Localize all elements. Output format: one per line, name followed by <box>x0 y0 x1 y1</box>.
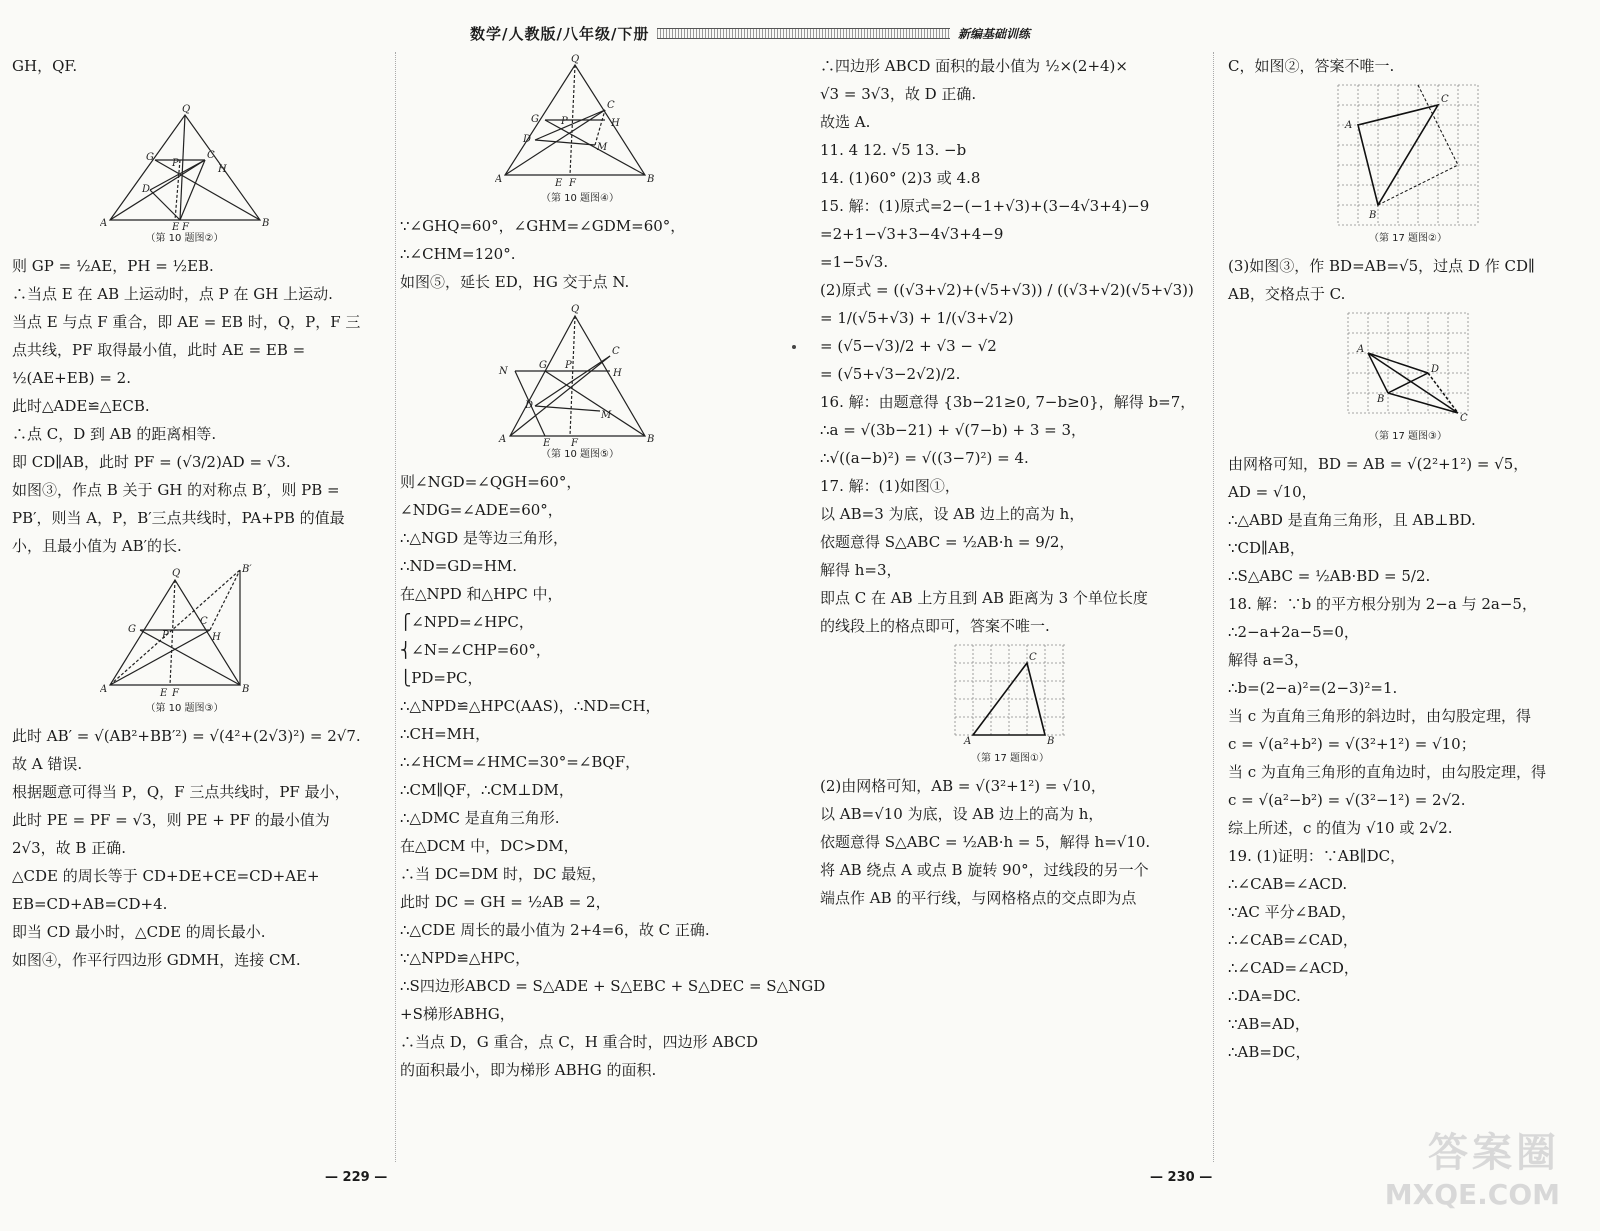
text-line: ∴2−a+2a−5=0， <box>1228 623 1359 641</box>
svg-text:C: C <box>607 100 615 111</box>
text-line: 2√3，故 B 正确. <box>12 839 126 857</box>
text-line: ∵△NPD≌△HPC， <box>400 949 531 967</box>
text-line: =2+1−√3+3−4√3+4−9 <box>820 225 1004 243</box>
text-line: ∴√((a−b)²) = √((3−7)²) = 4. <box>820 449 1029 467</box>
svg-text:B′: B′ <box>241 564 252 575</box>
figure-caption: （第 10 题图④） <box>540 193 620 204</box>
svg-text:C: C <box>206 150 215 161</box>
text-line: 以 AB=√10 为底，设 AB 边上的高为 h， <box>820 805 1104 823</box>
svg-text:H: H <box>611 118 620 129</box>
text-line: 将 AB 绕点 A 或点 B 旋转 90°，过线段的另一个 <box>820 861 1149 879</box>
svg-text:E: E <box>555 178 563 189</box>
text-line: 点共线，PF 取得最小值，此时 AE = EB = <box>12 341 306 359</box>
text-line: = (√5+√3−2√2)/2. <box>820 365 961 383</box>
text-line: =1−5√3. <box>820 253 889 271</box>
text-line: ∴DA=DC. <box>1228 987 1301 1005</box>
figure-17-2 <box>1333 80 1483 230</box>
text-line: 由网格可知，BD = AB = √(2²+1²) = √5， <box>1228 455 1529 473</box>
watermark-text: 答案圈 <box>1428 1130 1560 1176</box>
text-line: ∴点 C，D 到 AB 的距离相等. <box>12 425 217 443</box>
text-line: 18. 解：∵b 的平方根分别为 2−a 与 2a−5， <box>1228 595 1537 613</box>
svg-text:C: C <box>1460 413 1468 424</box>
svg-text:F: F <box>171 688 179 699</box>
text-line: 解得 h=3， <box>820 561 902 579</box>
text-line: ⎨∠N=∠CHP=60°， <box>400 641 551 659</box>
svg-text:F: F <box>181 222 189 230</box>
header-rule <box>657 28 950 39</box>
svg-text:G: G <box>531 114 539 125</box>
svg-text:A: A <box>495 174 503 185</box>
svg-text:F: F <box>569 178 576 189</box>
figure-caption: （第 10 题图②） <box>145 233 224 244</box>
text-line: C，如图②，答案不唯一. <box>1228 57 1395 75</box>
figure-caption: （第 17 题图③） <box>1368 431 1448 442</box>
watermark-url: MXQE.COM <box>1384 1178 1560 1211</box>
text-line: 如图⑤，延长 ED，HG 交于点 N. <box>400 273 630 291</box>
text-line: 即点 C 在 AB 上方且到 AB 距离为 3 个单位长度 <box>820 589 1148 607</box>
column-3 <box>820 52 1200 912</box>
text-line: 即当 CD 最小时，△CDE 的周长最小. <box>12 923 266 941</box>
svg-text:Q: Q <box>171 568 180 579</box>
svg-text:G: G <box>539 360 547 371</box>
text-line: 以 AB=3 为底，设 AB 边上的高为 h， <box>820 505 1085 523</box>
text-line: ∴△DMC 是直角三角形. <box>400 809 560 827</box>
svg-text:H: H <box>217 164 227 175</box>
figure-10-2 <box>100 80 270 230</box>
text-line: (2)原式 = ((√3+√2)+(√5+√3)) / ((√3+√2)(√5+√3)) <box>820 281 1194 299</box>
column-divider <box>395 52 396 1162</box>
text-line: 此时△ADE≌△ECB. <box>12 397 150 415</box>
text-line: 根据题意可得当 P，Q，F 三点共线时，PF 最小， <box>12 783 350 801</box>
text-line: 在△DCM 中，DC>DM， <box>400 837 579 855</box>
svg-text:Q: Q <box>571 54 580 65</box>
text-line: ∴AB=DC， <box>1228 1043 1311 1061</box>
text-line: 解得 a=3， <box>1228 651 1309 669</box>
text-line: ∴当 DC=DM 时，DC 最短， <box>400 865 607 883</box>
svg-text:G: G <box>145 152 154 163</box>
text-line: c = √(a²−b²) = √(3²−1²) = 2√2. <box>1228 791 1466 809</box>
text-line: 端点作 AB 的平行线，与网格格点的交点即为点 <box>820 889 1137 907</box>
text-line: ∴△NGD 是等边三角形， <box>400 529 568 547</box>
svg-text:E: E <box>171 222 179 230</box>
header-brand: 新编基础训练 <box>957 26 1030 41</box>
text-line: 故选 A. <box>820 113 871 131</box>
page-number-right: — 230 — <box>1150 1170 1213 1185</box>
figure-17-3 <box>1343 308 1473 428</box>
text-line: 15. 解：(1)原式=2−(−1+√3)+(3−4√3+4)−9 <box>820 197 1150 215</box>
figure-caption: （第 17 题图①） <box>970 753 1050 764</box>
text-line: ∴∠CHM=120°. <box>400 245 516 263</box>
text-line: 的线段上的格点即可，答案不唯一. <box>820 617 1050 635</box>
svg-text:A: A <box>499 434 507 445</box>
text-line: √3 = 3√3，故 D 正确. <box>820 85 977 103</box>
text-line: ∴S△ABC = ½AB·BD = 5/2. <box>1228 567 1431 585</box>
text-line: ∵AC 平分∠BAD， <box>1228 903 1357 921</box>
text-line: AB，交格点于 C. <box>1228 285 1346 303</box>
svg-text:B: B <box>241 684 249 695</box>
svg-text:D: D <box>141 184 150 195</box>
column-1 <box>12 52 361 974</box>
text-line: 此时 PE = PF = √3，则 PE + PF 的最小值为 <box>12 811 330 829</box>
text-line: ∵AB=AD， <box>1228 1015 1310 1033</box>
svg-text:Q: Q <box>181 104 190 115</box>
svg-text:P: P <box>565 360 572 371</box>
text-line: GH，QF. <box>12 57 78 75</box>
text-line: ∴△NPD≌△HPC(AAS)，∴ND=CH， <box>400 697 661 715</box>
column-2 <box>400 50 826 1084</box>
figure-10-3 <box>100 560 270 700</box>
svg-text:M: M <box>597 142 608 153</box>
text-line: 当 c 为直角三角形的直角边时，由勾股定理，得 <box>1228 763 1546 781</box>
text-line: ∴a = √(3b−21) + √(7−b) + 3 = 3， <box>820 421 1087 439</box>
text-line: 则 GP = ½AE，PH = ½EB. <box>12 257 214 275</box>
text-line: ∴ND=GD=HM. <box>400 557 518 575</box>
text-line: = (√5−√3)/2 + √3 − √2 <box>820 337 997 355</box>
text-line: ∴∠CAB=∠ACD. <box>1228 875 1348 893</box>
text-line: 即 CD∥AB，此时 PF = (√3/2)AD = √3. <box>12 453 291 471</box>
text-line: 的面积最小，即为梯形 ABHG 的面积. <box>400 1061 657 1079</box>
text-line: PB′，则当 A，P，B′三点共线时，PA+PB 的值最 <box>12 509 345 527</box>
svg-text:P: P <box>161 630 169 641</box>
text-line: ∵∠GHQ=60°，∠GHM=∠GDM=60°， <box>400 217 686 235</box>
text-line: ∴当点 E 在 AB 上运动时，点 P 在 GH 上运动. <box>12 285 333 303</box>
figure-caption: （第 10 题图⑤） <box>540 449 620 460</box>
text-line: 在△NPD 和△HPC 中， <box>400 585 563 603</box>
svg-text:D: D <box>1431 364 1440 375</box>
text-line: 如图③，作点 B 关于 GH 的对称点 B′，则 PB = <box>12 481 340 499</box>
text-line: (3)如图③，作 BD=AB=√5，过点 D 作 CD∥ <box>1228 257 1535 275</box>
svg-text:B: B <box>647 434 655 445</box>
figure-caption: （第 10 题图③） <box>145 703 224 714</box>
text-line: ∴当点 D，G 重合，点 C，H 重合时，四边形 ABCD <box>400 1033 759 1051</box>
column-divider <box>1213 52 1214 1162</box>
text-line: ∴S四边形ABCD = S△ADE + S△EBC + S△DEC = S△NGD <box>400 977 826 995</box>
svg-text:G: G <box>127 624 136 635</box>
text-line: ⎩PD=PC， <box>400 669 483 687</box>
text-line: ∴四边形 ABCD 面积的最小值为 ½×(2+4)× <box>820 57 1128 75</box>
svg-text:H: H <box>211 632 221 643</box>
svg-text:Q: Q <box>571 304 580 315</box>
svg-text:P: P <box>561 116 568 127</box>
text-line: 则∠NGD=∠QGH=60°， <box>400 473 582 491</box>
binding-mark <box>792 345 796 349</box>
svg-text:E: E <box>543 438 551 446</box>
text-line: 此时 AB′ = √(AB²+BB′²) = √(4²+(2√3)²) = 2√7. <box>12 727 361 745</box>
text-line: 小，且最小值为 AB′的长. <box>12 537 182 555</box>
figure-10-5 <box>495 296 665 446</box>
text-line: 依题意得 S△ABC = ½AB·h = 5，解得 h=√10. <box>820 833 1151 851</box>
svg-text:F: F <box>571 438 578 446</box>
text-line: ∴CH=MH， <box>400 725 491 743</box>
text-line: ∴∠CAD=∠ACD， <box>1228 959 1359 977</box>
text-line: 16. 解：由题意得 {3b−21≥0, 7−b≥0}，解得 b=7， <box>820 393 1196 411</box>
svg-text:A: A <box>99 218 107 229</box>
svg-text:A: A <box>964 736 972 747</box>
text-line: 17. 解：(1)如图①， <box>820 477 960 495</box>
text-line: EB=CD+AB=CD+4. <box>12 895 168 913</box>
svg-text:N: N <box>499 366 508 377</box>
text-line: ∴∠HCM=∠HMC=30°=∠BQF， <box>400 753 641 771</box>
text-line: 当 c 为直角三角形的斜边时，由勾股定理，得 <box>1228 707 1531 725</box>
text-line: ∠NDG=∠ADE=60°， <box>400 501 563 519</box>
page-header <box>470 22 1030 44</box>
svg-text:B: B <box>1369 210 1377 221</box>
svg-text:B: B <box>1377 394 1385 405</box>
text-line: 故 A 错误. <box>12 755 83 773</box>
text-line: AD = √10， <box>1228 483 1317 501</box>
svg-text:M: M <box>601 410 612 421</box>
svg-text:C: C <box>612 346 620 357</box>
svg-text:A: A <box>99 684 107 695</box>
header-title: 数学/人教版/八年级/下册 <box>470 24 650 43</box>
svg-text:C: C <box>1029 652 1037 663</box>
svg-text:C: C <box>1441 94 1449 105</box>
text-line: △CDE 的周长等于 CD+DE+CE=CD+AE+ <box>12 867 320 885</box>
text-line: 当点 E 与点 F 重合，即 AE = EB 时，Q，P，F 三 <box>12 313 361 331</box>
text-line: = 1/(√5+√3) + 1/(√3+√2) <box>820 309 1014 327</box>
text-line: ∵CD∥AB， <box>1228 539 1305 557</box>
figure-caption: （第 17 题图②） <box>1368 233 1448 244</box>
text-line: ∴△ABD 是直角三角形，且 AB⊥BD. <box>1228 511 1476 529</box>
svg-text:C: C <box>199 616 208 627</box>
text-line: 依题意得 S△ABC = ½AB·h = 9/2， <box>820 533 1075 551</box>
figure-10-4 <box>495 50 665 190</box>
text-line: ∴CM∥QF，∴CM⊥DM， <box>400 781 574 799</box>
text-line: 19. (1)证明：∵AB∥DC， <box>1228 847 1406 865</box>
text-line: ½(AE+EB) = 2. <box>12 369 131 387</box>
column-4 <box>1228 52 1588 1066</box>
text-line: +S梯形ABHG， <box>400 1005 515 1023</box>
svg-text:B: B <box>1047 736 1055 747</box>
text-line: 11. 4 12. √5 13. −b <box>820 141 967 159</box>
text-line: 如图④，作平行四边形 GDMH，连接 CM. <box>12 951 301 969</box>
text-line: 14. (1)60° (2)3 或 4.8 <box>820 169 981 187</box>
text-line: (2)由网格可知，AB = √(3²+1²) = √10， <box>820 777 1106 795</box>
text-line: c = √(a²+b²) = √(3²+1²) = √10； <box>1228 735 1476 753</box>
figure-17-1 <box>950 640 1070 750</box>
svg-text:D: D <box>525 400 534 411</box>
svg-text:A: A <box>1357 344 1365 355</box>
svg-text:D: D <box>523 134 532 145</box>
text-line: 此时 DC = GH = ½AB = 2， <box>400 893 611 911</box>
text-line: ∴b=(2−a)²=(2−3)²=1. <box>1228 679 1398 697</box>
text-line: 综上所述，c 的值为 √10 或 2√2. <box>1228 819 1453 837</box>
svg-text:H: H <box>613 368 622 379</box>
text-line: ∴∠CAB=∠CAD， <box>1228 931 1358 949</box>
text-line: ⎧∠NPD=∠HPC， <box>400 613 534 631</box>
svg-text:E: E <box>159 688 167 699</box>
page-number-left: — 229 — <box>325 1170 388 1185</box>
svg-text:B: B <box>647 174 655 185</box>
svg-text:A: A <box>1345 120 1353 131</box>
watermark-logo <box>1385 1121 1560 1211</box>
svg-text:P: P <box>171 158 179 169</box>
svg-text:B: B <box>261 218 269 229</box>
text-line: ∴△CDE 周长的最小值为 2+4=6，故 C 正确. <box>400 921 710 939</box>
